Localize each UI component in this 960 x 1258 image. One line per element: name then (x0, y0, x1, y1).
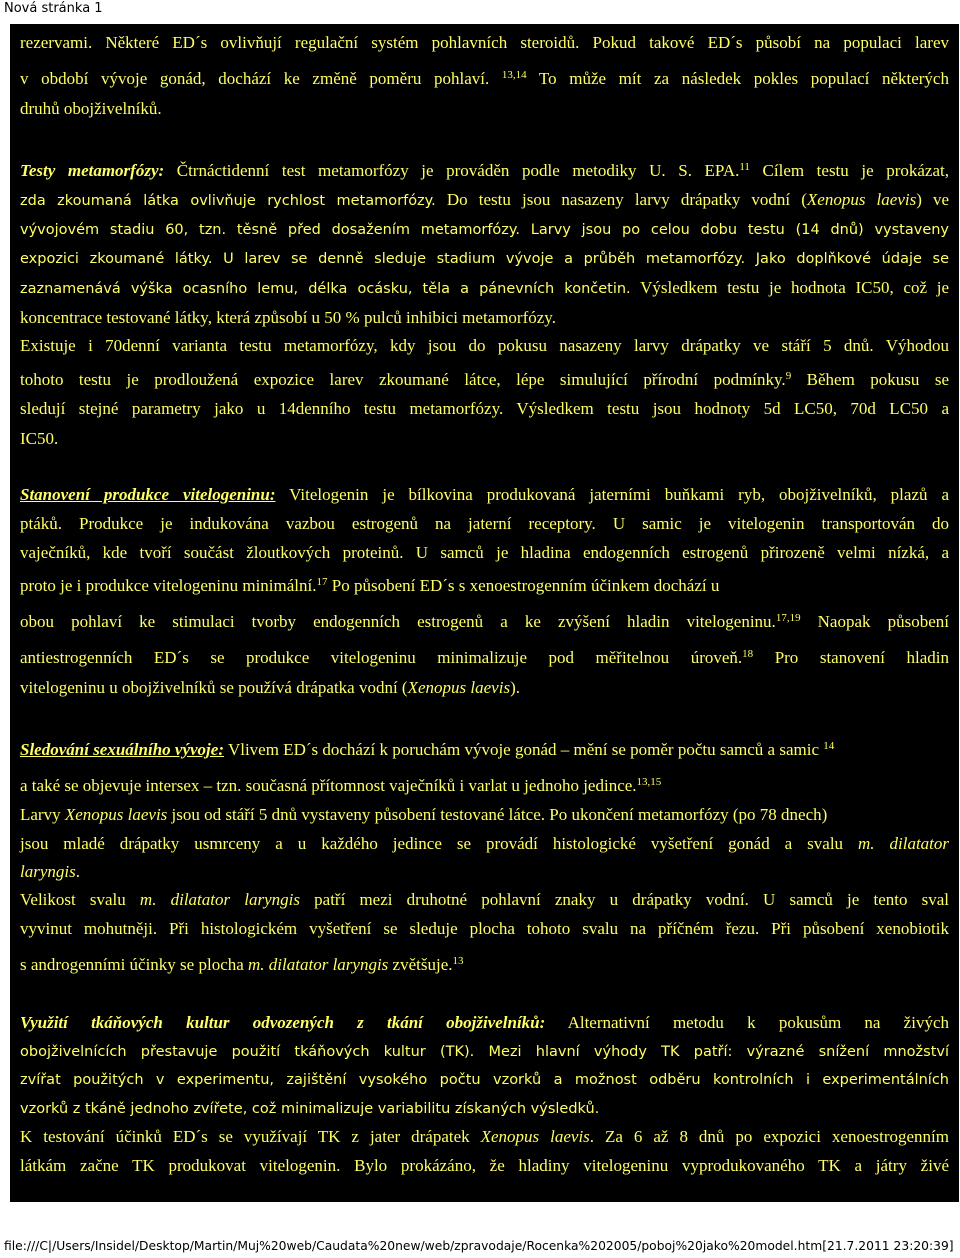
citation-sup: 9 (785, 370, 792, 382)
text-line: K testování účinků ED´s se využívají TK z jater drápatek Xenopus laevis. Za 6 až 8 dnů po expozici xenoestrogenním (20, 1127, 950, 1146)
text-line: zaznamenává výška ocasního lemu, délka ocásku, těla a pánevních končetin. Výsledkem testu je hodnota IC50, což je (20, 278, 949, 297)
citation-sup: 18 (742, 648, 754, 660)
page-header-title: Nová stránka 1 (4, 1, 103, 16)
text-line: látkám začne TK produkovat vitelogenin. Bylo prokázáno, že hladiny vitelogeninu vyprodukovaného TK a játry živé (20, 1156, 949, 1175)
text-line: expozici zkoumané látky. U larev se denně sleduje stadium vývoje a průběh metamorfózy. Jako doplňkové údaje se (20, 251, 950, 267)
text-line: Testy metamorfózy: Čtrnáctidenní test metamorfózy je prováděn podle metodiky U. S. EPA.$^{11}$ Cílem testu je prokázat, (20, 161, 949, 180)
citation-sup: 14 (823, 740, 835, 752)
citation-sup: 13,14 (501, 69, 527, 81)
section-heading-sexual-development: Sledování sexuálního vývoje: (20, 740, 224, 759)
citation-sup: 13,15 (636, 776, 662, 788)
citation-sup: 17,19 (775, 612, 801, 624)
text-line: rezervami. Některé ED´s ovlivňují regulační systém pohlavních steroidů. Pokud takové ED´s působí na populaci larev (20, 33, 949, 52)
text-line: sledují stejné parametry jako u 14denního testu metamorfózy. Výsledkem testu jsou hodnoty 5d LC50, 70d LC50 a (20, 399, 949, 418)
text-line: Velikost svalu m. dilatator laryngis patří mezi druhotné pohlavní znaky u drápatky vodní. U samců je tento sval (20, 890, 949, 909)
section-heading-tissue-cultures: Využití tkáňových kultur odvozených z tkání obojživelníků: (20, 1013, 546, 1032)
text-line: IC50. (20, 429, 59, 448)
text-line: Larvy Xenopus laevis jsou od stáří 5 dnů vystaveny působení testované látce. Po ukončení metamorfózy (po 78 dnech) (20, 805, 828, 824)
text-line: laryngis. (20, 862, 80, 881)
section-heading-metamorphosis: Testy metamorfózy: (20, 161, 165, 180)
text-line: ptáků. Produkce je indukována vazbou estrogenů na jaterní receptory. U samic je vitelogenin transportován do (20, 514, 949, 533)
text-line: a také se objevuje intersex – tzn. současná přítomnost vaječníků i varlat u jednoho jedince.$^{13,15}$ (20, 776, 662, 795)
citation-sup: 13 (452, 955, 464, 967)
citation-sup: 17 (316, 576, 328, 588)
text-line: vývojovém stadiu 60, tzn. těsně před dosažením metamorfózy. Larvy jsou po celou dobu testu (14 dnů) vystaveny (20, 222, 950, 238)
text-line: obou pohlaví ke stimulaci tvorby endogenních estrogenů a ke zvýšení hladin vitelogeninu.$^{17,19}$ Naopak působení (20, 612, 949, 631)
article-panel (10, 24, 959, 1202)
text-line: tohoto testu je prodloužená expozice larev zkoumané látce, lépe simulující přírodní podmínky.$^9$ Během pokusu se (20, 370, 950, 389)
text-line: proto je i produkce vitelogeninu minimální.$^{17}$ Po působení ED´s s xenoestrogenním účinkem dochází u (20, 576, 720, 595)
text-line: Sledování sexuálního vývoje: Vlivem ED´s dochází k poruchám vývoje gonád – mění se poměr počtu samců a samic $^{14}$ (20, 740, 835, 759)
text-line: vitelogeninu u obojživelníků se používá drápatka vodní (Xenopus laevis). (20, 678, 520, 697)
text-line: zda zkoumaná látka ovlivňuje rychlost metamorfózy. Do testu jsou nasazeny larvy drápatky vodní (Xenopus laevis) ve (20, 190, 950, 209)
text-line: zvířat použitých v experimentu, zajištění vysokého počtu vzorků a možnost odběru kontrolních i experimentálních (20, 1072, 949, 1088)
text-line: vaječníků, kde tvoří součást žloutkových proteinů. U samců je hladina endogenních estrogenů přirozeně velmi nízká, a (20, 543, 949, 562)
text-line: jsou mladé drápatky usmrceny a u každého jedince se provádí histologické vyšetření gonád a svalu m. dilatator (20, 834, 950, 853)
text-line: Stanovení produkce vitelogeninu: Vitelogenin je bílkovina produkovaná jaterními buňkami ryb, obojživelníků, plazů a (20, 485, 949, 504)
text-line: druhů obojživelníků. (20, 99, 162, 118)
text-line: v období vývoje gonád, dochází ke změně poměru pohlaví. $^{13,14}$ To může mít za následek pokles populací některých (20, 69, 949, 88)
text-line: Existuje i 70denní varianta testu metamorfózy, kdy jsou do pokusu nasazeny larvy drápatky ve stáří 5 dnů. Výhodou (20, 336, 949, 355)
text-line: Využití tkáňových kultur odvozených z tkání obojživelníků: Alternativní metodu k pokusům na živých (20, 1013, 949, 1032)
text-line: koncentrace testované látky, která způsobí u 50 % pulců inhibici metamorfózy. (20, 308, 556, 327)
text-line: obojživelnících přestavuje použití tkáňových kultur (TK). Mezi hlavní výhody TK patří: výrazné snížení množství (20, 1044, 949, 1060)
page-footer-url: file:///C|/Users/Insidel/Desktop/Martin/Muj%20web/Caudata%20new/web/zpravodaje/Rocenka%202005/poboj%20jako%20model.htm[21.7.2011 23:20:39] (4, 1238, 954, 1253)
text-line: s androgenními účinky se plocha m. dilatator laryngis zvětšuje.$^{13}$ (20, 955, 464, 974)
section-heading-vitellogenin: Stanovení produkce vitelogeninu: (20, 485, 276, 504)
text-line: vyvinut mohutněji. Při histologickém vyšetření se sleduje plocha tohoto svalu na příčném řezu. Při působení xenobiotik (20, 919, 949, 938)
citation-sup: 11 (739, 161, 750, 173)
text-line: vzorků z tkáně jednoho zvířete, což minimalizuje variabilitu získaných výsledků. (20, 1101, 600, 1117)
text-line: antiestrogenních ED´s se produkce vitelogeninu minimalizuje pod měřitelnou úroveň.$^{18}$ Pro stanovení hladin (20, 648, 949, 667)
